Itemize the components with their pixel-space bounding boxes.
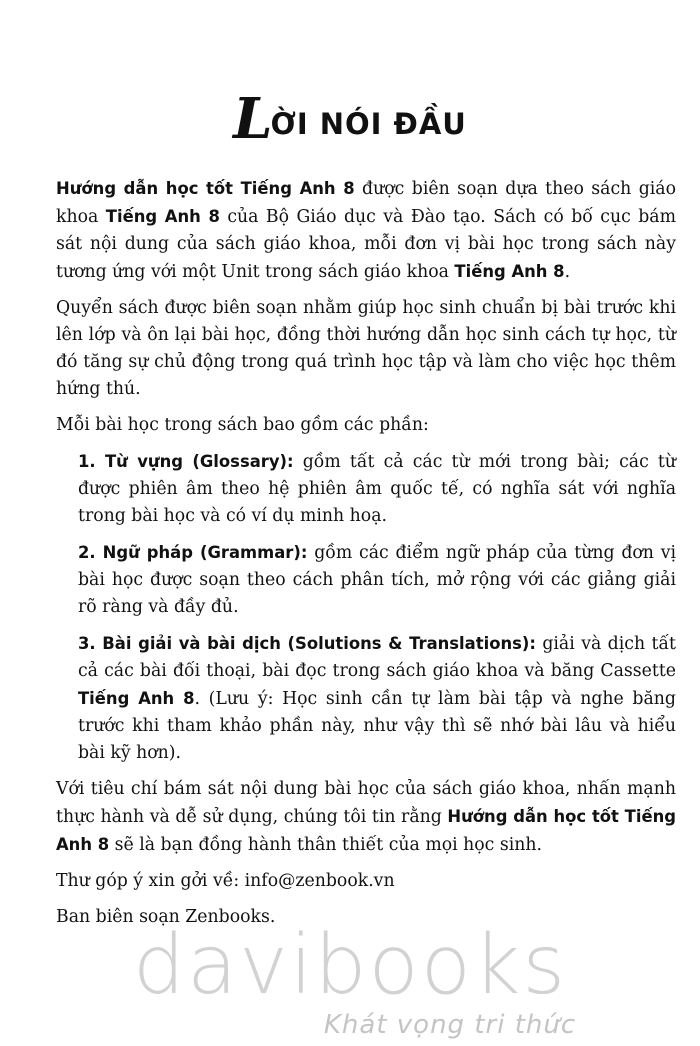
- purpose-paragraph: Quyển sách được biên soạn nhằm giúp học sinh chuẩn bị bài trước khi lên lớp và ôn lại bài học, đồng thời hướng dẫn học sinh cách tự học, từ đó tăng sự chủ động trong quá trình học tập và làm cho việc học thêm hứng thú.: [56, 298, 676, 399]
- page-title: [0, 86, 700, 152]
- solutions-label: 3. Bài giải và bài dịch (Solutions & Translations):: [78, 634, 536, 653]
- solutions-text-1: giải và dịch tất cả các bài đối thoại, bài đọc trong sách giáo khoa và băng Cassette: [78, 634, 676, 681]
- grammar-label: 2. Ngữ pháp (Grammar):: [78, 543, 308, 562]
- list-item-glossary: [56, 448, 676, 530]
- parts-intro: Mỗi bài học trong sách bao gồm các phần:: [56, 415, 429, 435]
- watermark-brand: davibooks: [132, 918, 568, 1013]
- solutions-text-2: . (Lưu ý: Học sinh cần tự làm bài tập và nghe băng trước khi tham khảo phần này, như vậy thì sẽ nhớ bài lâu và hiểu bài kỹ hơn).: [78, 689, 676, 763]
- intro-bold-book-1: Tiếng Anh 8: [105, 207, 220, 226]
- intro-text-2: của Bộ Giáo dục và Đào tạo. Sách có bố cục bám sát nội dung của sách giáo khoa, mỗi đơn vị bài học trong sách này tương ứng với một Unit trong sách giáo khoa: [56, 207, 676, 282]
- glossary-text: gồm tất cả các từ mới trong bài; các từ được phiên âm theo hệ phiên âm quốc tế, có nghĩa sát với nghĩa trong bài học và có ví dụ minh hoạ.: [78, 452, 676, 526]
- preface-body: [56, 175, 676, 940]
- closing-text-2: sẽ là bạn đồng hành thân thiết của mọi học sinh.: [109, 835, 542, 855]
- intro-text-1: được biên soạn dựa theo sách giáo khoa: [56, 179, 676, 227]
- title-rest: ỜI NÓI ĐẦU: [270, 107, 467, 141]
- intro-paragraph: [56, 175, 676, 286]
- grammar-text: gồm các điểm ngữ pháp của từng đơn vị bài học được soạn theo cách phân tích, mở rộng với các giảng giải rõ ràng và đầy đủ.: [78, 543, 676, 617]
- closing-bold-title: Hướng dẫn học tốt Tiếng Anh 8: [56, 807, 676, 854]
- contact-line: Thư góp ý xin gởi về: info@zenbook.vn: [56, 871, 395, 891]
- list-item-solutions: [56, 630, 676, 767]
- list-item-grammar: [56, 539, 676, 621]
- intro-bold-title: Hướng dẫn học tốt Tiếng Anh 8: [56, 179, 355, 198]
- intro-bold-book-2: Tiếng Anh 8: [454, 262, 565, 281]
- intro-text-3: .: [564, 262, 571, 282]
- glossary-label: 1. Từ vựng (Glossary):: [78, 452, 294, 471]
- solutions-bold-book: Tiếng Anh 8: [78, 689, 195, 708]
- title-initial: L: [233, 86, 271, 152]
- signature-line: Ban biên soạn Zenbooks.: [56, 907, 276, 927]
- watermark-slogan: Khát vọng tri thức: [323, 1010, 577, 1040]
- closing-text-1: Với tiêu chí bám sát nội dung bài học của sách giáo khoa, nhấn mạnh thực hành và dễ sử dụng, chúng tôi tin rằng: [56, 779, 676, 827]
- closing-paragraph: [56, 776, 676, 859]
